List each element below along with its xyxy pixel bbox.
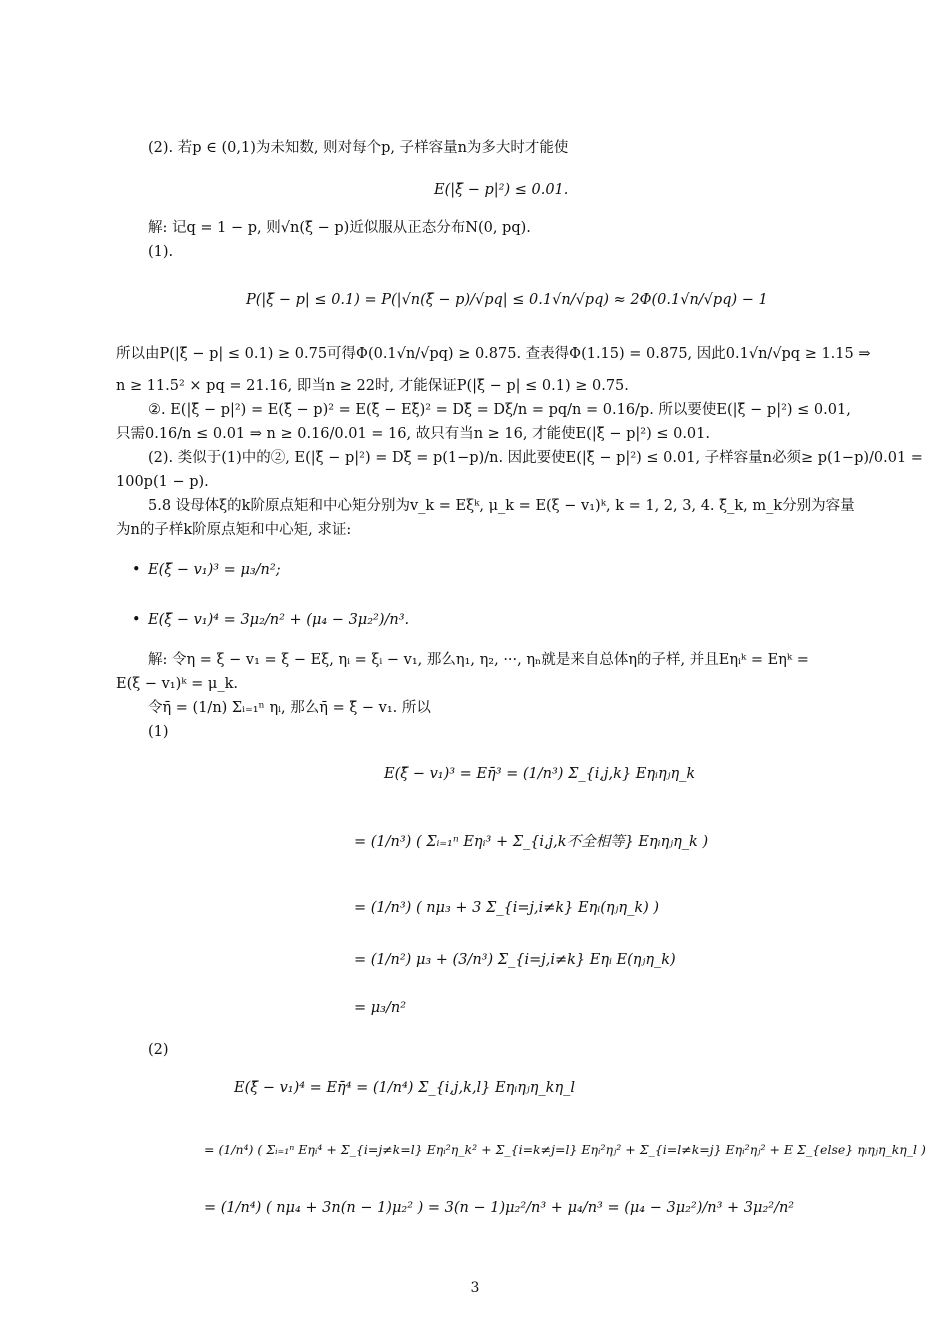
- problem-5-8-line1: 5.8 设母体ξ的k阶原点矩和中心矩分别为v_k = Eξᵏ, μ_k = E(ξ − v₁)ᵏ, k = 1, 2, 3, 4. ξ̄_k, m_k分别为容量: [148, 498, 855, 514]
- paragraph-b-line2: 只需0.16/n ≤ 0.01 ⇒ n ≥ 0.16/0.01 = 16, 故只有当n ≥ 16, 才能使E(|ξ̄ − p|²) ≤ 0.01.: [116, 426, 710, 442]
- paragraph-c-line1: (2). 类似于(1)中的②, E(|ξ̄ − p|²) = Dξ̄ = p(1−p)/n. 因此要使E(|ξ̄ − p|²) ≤ 0.01, 子样容量n必须≥ p(1−p)/0.01 =: [148, 450, 923, 466]
- condition-equation: E(|ξ̄ − p|²) ≤ 0.01.: [434, 182, 569, 198]
- equation3-row2: = (1/n³) ( nμ₃ + 3 Σ_{i=j,i≠k} Eηᵢ(ηⱼη_k) ): [354, 900, 660, 916]
- equation3-row0: E(ξ̄ − v₁)³ = Eη̄³ = (1/n³) Σ_{i,j,k} Eηᵢηⱼη_k: [384, 766, 696, 782]
- probability-equation: P(|ξ̄ − p| ≤ 0.1) = P(|√n(ξ̄ − p)/√pq| ≤ 0.1√n/√pq) ≈ 2Φ(0.1√n/√pq) − 1: [246, 292, 768, 308]
- equation3-row1: = (1/n³) ( Σᵢ₌₁ⁿ Eηᵢ³ + Σ_{i,j,k不全相等} Eηᵢηⱼη_k ): [354, 834, 709, 850]
- equation4-row1: = (1/n⁴) ( Σᵢ₌₁ⁿ Eηᵢ⁴ + Σ_{i=j≠k=l} Eηᵢ²η_k² + Σ_{i=k≠j=l} Eηᵢ²ηⱼ² + Σ_{i=l≠k=j} Eηᵢ²ηⱼ² + E Σ_{else} ηᵢηⱼη_kη_l ): [204, 1142, 926, 1157]
- solution2-line1: 解: 令η = ξ − v₁ = ξ − Eξ, ηᵢ = ξᵢ − v₁, 那么η₁, η₂, ···, ηₙ就是来自总体η的子样, 并且Eηᵢᵏ = Eηᵏ =: [148, 652, 809, 668]
- solution2-line2: E(ξ − v₁)ᵏ = μ_k.: [116, 676, 238, 692]
- bullet-dot-1: •: [132, 562, 141, 578]
- bullet-item-1: E(ξ̄ − v₁)³ = μ₃/n²;: [148, 562, 281, 578]
- bullet-item-2: E(ξ̄ − v₁)⁴ = 3μ₂/n² + (μ₄ − 3μ₂²)/n³.: [148, 612, 410, 628]
- equation4-row0: E(ξ̄ − v₁)⁴ = Eη̄⁴ = (1/n⁴) Σ_{i,j,k,l} Eηᵢηⱼη_kη_l: [234, 1080, 576, 1096]
- paragraph-a-line2: n ≥ 11.5² × pq = 21.16, 即当n ≥ 22时, 才能保证P(|ξ̄ − p| ≤ 0.1) ≥ 0.75.: [116, 378, 629, 394]
- page-number: 3: [470, 1280, 480, 1296]
- bullet-dot-2: •: [132, 612, 141, 628]
- solution-intro: 解: 记q = 1 − p, 则√n(ξ̄ − p)近似服从正态分布N(0, pq).: [148, 220, 531, 236]
- equation3-row4: = μ₃/n²: [354, 1000, 407, 1016]
- equation3-row3: = (1/n²) μ₃ + (3/n³) Σ_{i=j,i≠k} Eηᵢ E(ηⱼη_k): [354, 952, 676, 968]
- paragraph-b-line1: ②. E(|ξ̄ − p|²) = E(ξ̄ − p)² = E(ξ̄ − Eξ̄)² = Dξ̄ = Dξ/n = pq/n = 0.16/p. 所以要使E(|ξ̄ − p|²) ≤ 0.01,: [148, 402, 851, 418]
- solution2-line3: 令η̄ = (1/n) Σᵢ₌₁ⁿ ηᵢ, 那么η̄ = ξ̄ − v₁. 所以: [148, 700, 431, 716]
- part-1-label: (1): [148, 724, 169, 740]
- question-part2: (2). 若p ∈ (0,1)为未知数, 则对每个p, 子样容量n为多大时才能使: [148, 140, 569, 156]
- problem-5-8-line2: 为n的子样k阶原点矩和中心矩, 求证:: [116, 522, 352, 538]
- part1-label: (1).: [148, 244, 174, 260]
- part-2-label: (2): [148, 1042, 169, 1058]
- paragraph-c-line2: 100p(1 − p).: [116, 474, 209, 490]
- paragraph-a-line1: 所以由P(|ξ̄ − p| ≤ 0.1) ≥ 0.75可得Φ(0.1√n/√pq) ≥ 0.875. 查表得Φ(1.15) = 0.875, 因此0.1√n/√pq ≥ 1.15 ⇒: [116, 346, 871, 362]
- equation4-row2: = (1/n⁴) ( nμ₄ + 3n(n − 1)μ₂² ) = 3(n − 1)μ₂²/n³ + μ₄/n³ = (μ₄ − 3μ₂²)/n³ + 3μ₂²/n²: [204, 1200, 795, 1216]
